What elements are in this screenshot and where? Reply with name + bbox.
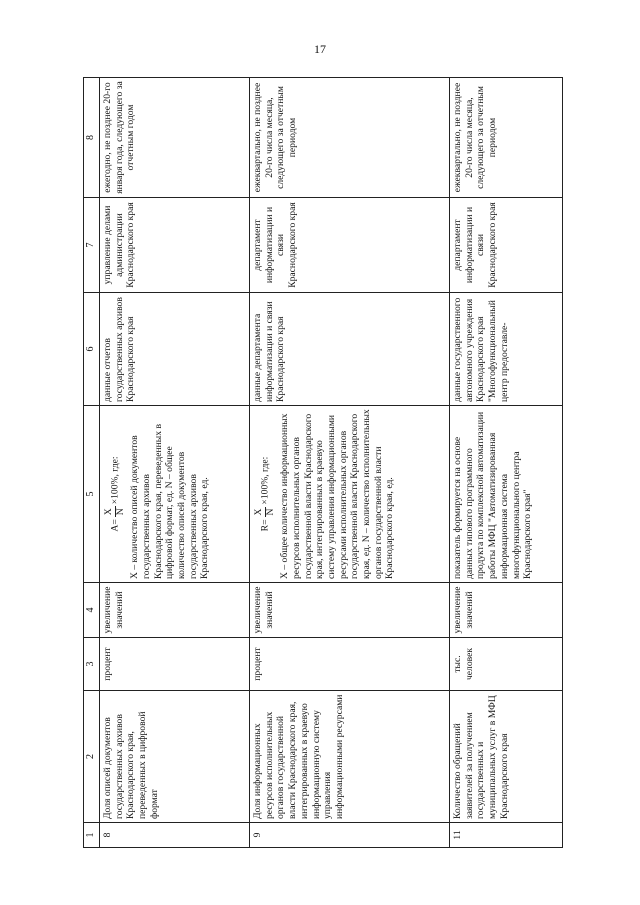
calculation-method [100,406,250,583]
col-num-1: 1 [84,823,100,848]
indicators-table [83,77,563,848]
unit: процент [100,638,250,691]
table-row [450,78,563,848]
row-number: 8 [100,823,250,848]
formula: R= X N ×100%, где: [253,456,276,532]
data-source: данные департамента информатизации и связи Краснодарского края [250,293,450,406]
period: ежеквартально, не позднее 20-го числа месяца, следующего за отчетным периодом [250,78,450,198]
unit: тыс. человек [450,638,563,691]
method-text: X – общее количество информационных ресурсов исполнительных органов государственной власти Краснодарского края, интегрированных в краевую систему управления информационными ресурсами исполнительных органов государственной власти Краснодарского края, ед. N – количество исполнительных органов государственной власти Краснодарского края, ед. [279,409,396,579]
trend: увеличение значений [450,583,563,638]
col-num-2: 2 [84,691,100,823]
col-num-4: 4 [84,583,100,638]
header-row [84,78,100,848]
col-num-7: 7 [84,198,100,293]
indicator-name: Доля описей документов государственных архивов Краснодарского края, переведенных в цифровой формат [100,691,250,823]
table-row [100,78,250,848]
indicator-name: Доля информационных ресурсов исполнительных органов государственной власти Краснодарского края, интегрированных в краевую информационную систему управления информационными ресурсами [250,691,450,823]
calculation-method [450,406,563,583]
col-num-6: 6 [84,293,100,406]
responsible: департамент информатизации и связи Краснодарского края [450,198,563,293]
col-num-5: 5 [84,406,100,583]
trend: увеличение значений [100,583,250,638]
calculation-method [250,406,450,583]
row-number: 11 [450,823,563,848]
data-source: данные отчетов государственных архивов Краснодарского края [100,293,250,406]
period: ежеквартально, не позднее 20-го числа месяца, следующего за отчетным периодом [450,78,563,198]
col-num-3: 3 [84,638,100,691]
method-text: показатель формируется на основе данных типового программного продукта по комплексной автоматизации работы МФЦ "Автоматизированная информационная система многофункционального центра Краснодарского края" [452,411,534,579]
indicators-table-rotated [83,78,563,848]
method-text: X – количество описей документов государственных архивов Краснодарского края, переведенных в цифровой формат, ед. N – общее количество описей документов государственных архивов Краснодарского края, ед. [129,424,211,579]
data-source: данные государственного автономного учреждения Краснодарского края "Многофункциональный центр предоставле- [450,293,563,406]
page-number: 17 [314,42,326,56]
responsible: управление делами администрации Краснодарского края [100,198,250,293]
indicator-name: Количество обращений заявителей за получением государственных и муниципальных услуг в МФЦ Краснодарского края [450,691,563,823]
period: ежегодно, не позднее 20-го января года, следующего за отчетным годом [100,78,250,198]
row-number: 9 [250,823,450,848]
col-num-8: 8 [84,78,100,198]
trend: увеличение значений [250,583,450,638]
formula: A= X N ×100%, где: [103,456,126,532]
unit: процент [250,638,450,691]
table-row [250,78,450,848]
responsible: департамент информатизации и связи Краснодарского края [250,198,450,293]
